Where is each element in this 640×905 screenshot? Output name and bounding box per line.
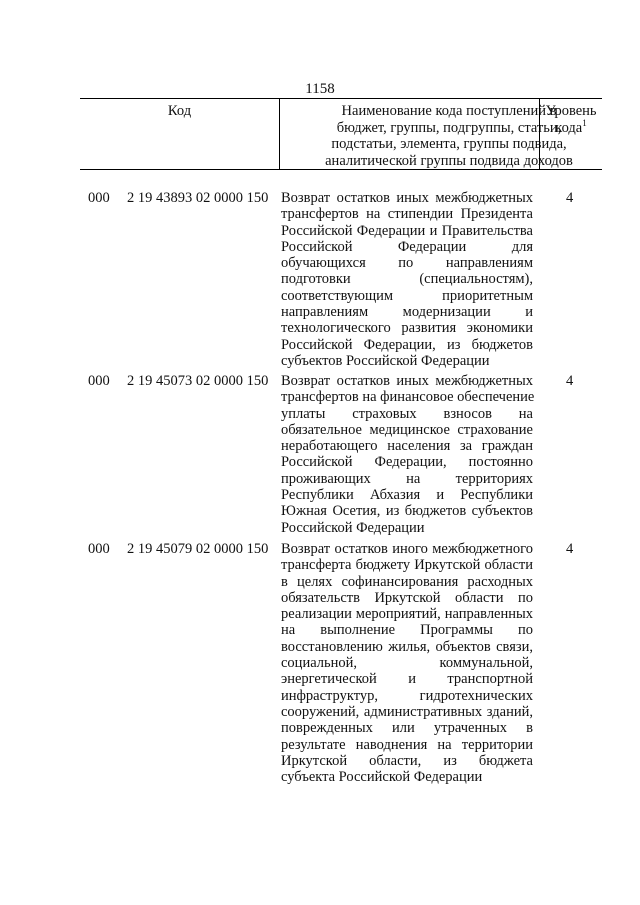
description-line: Российской Федерации, постоянно	[281, 454, 533, 471]
revenue-code: 2 19 45079 02 0000 150	[127, 541, 269, 557]
description-line: обязательств Иркутской области по	[281, 589, 533, 606]
header-name-line: подстатьи, элемента, группы подвида,	[331, 136, 567, 152]
description-line: реализации мероприятий, направленных	[281, 606, 533, 623]
description-line: на выполнение Программы по	[281, 622, 533, 639]
description-line: социальной, коммунальной,	[281, 655, 533, 672]
header-code-column	[80, 99, 280, 169]
description-line: поврежденных или утраченных в	[281, 720, 533, 737]
revenue-description	[281, 190, 533, 369]
table-header	[80, 98, 602, 170]
description-line: Возврат остатков иного межбюджетного	[281, 541, 533, 557]
description-line: в целях софинансирования расходных	[281, 573, 533, 590]
description-line: результате наводнения на территории	[281, 736, 533, 753]
revenue-description	[281, 541, 533, 785]
description-line: инфраструктур, гидротехнических	[281, 687, 533, 704]
admin-code: 000	[88, 541, 110, 557]
description-line: Российской Федерации	[281, 519, 425, 536]
header-level-label-2: кода$^1$	[555, 117, 587, 136]
description-line: Российской Федерации и Правительства	[281, 222, 533, 239]
description-line: уплаты страховых взносов на	[281, 405, 533, 422]
description-line: Республики Абхазия и Республики	[281, 487, 533, 504]
description-line: технологического развития экономики	[281, 320, 533, 337]
code-level: 4	[566, 190, 574, 206]
header-name-line: аналитической группы подвида доходов	[325, 152, 573, 169]
description-line: Южная Осетия, из бюджетов субъектов	[281, 503, 533, 520]
description-line: энергетической и транспортной	[281, 671, 533, 688]
code-level: 4	[566, 373, 574, 389]
description-line: направлениям модернизации и	[281, 304, 533, 321]
header-name-line: бюджет, группы, подгруппы, статьи,	[336, 119, 562, 136]
description-line: обучающихся по направлениям	[281, 255, 533, 272]
revenue-description	[281, 373, 533, 536]
revenue-code: 2 19 45073 02 0000 150	[127, 373, 269, 389]
admin-code: 000	[88, 373, 110, 389]
description-line: неработающего населения за граждан	[281, 438, 533, 455]
admin-code: 000	[88, 190, 110, 206]
header-code-label: Код	[167, 103, 192, 119]
revenue-code: 2 19 43893 02 0000 150	[127, 190, 269, 206]
description-line: трансфертов на стипендии Президента	[281, 206, 533, 223]
description-line: трансфертов на финансовое обеспечение	[281, 389, 535, 406]
code-level: 4	[566, 541, 574, 557]
page-number: 1158	[305, 81, 335, 97]
description-line: субъекта Российской Федерации	[281, 769, 483, 786]
description-line: Возврат остатков иных межбюджетных	[281, 190, 533, 206]
description-line: трансферта бюджету Иркутской области	[281, 557, 533, 574]
header-level-label: Уровень	[545, 103, 597, 119]
description-line: подготовки (специальностям),	[281, 271, 533, 288]
header-name-line: Наименование кода поступлений в	[341, 103, 557, 119]
description-line: соответствующим приоритетным	[281, 287, 533, 304]
description-line: Возврат остатков иных межбюджетных	[281, 373, 533, 389]
description-line: Российской Федерации для	[281, 238, 533, 255]
header-level-column	[539, 99, 602, 169]
description-line: Российской Федерации, из бюджетов	[281, 336, 533, 353]
description-line: обязательное медицинское страхование	[281, 421, 533, 438]
description-line: сооружений, административных зданий,	[281, 703, 533, 720]
description-line: восстановлению жилья, объектов связи,	[281, 638, 533, 655]
description-line: Иркутской области, из бюджета	[281, 752, 533, 769]
description-line: субъектов Российской Федерации	[281, 352, 490, 369]
description-line: проживающих на территориях	[281, 470, 533, 487]
footnote-marker: 1	[582, 117, 587, 128]
